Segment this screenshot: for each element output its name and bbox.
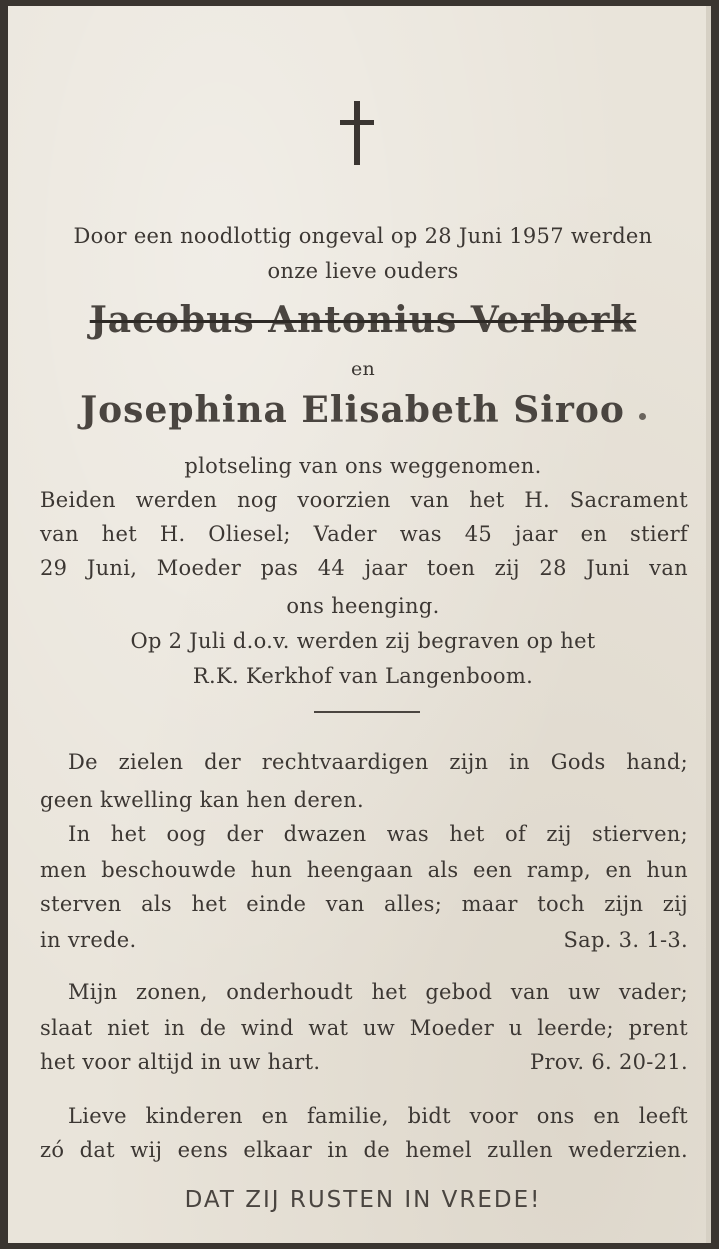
closing-line-2: zó dat wij eens elkaar in de hemel zullen wederzien.: [40, 1138, 688, 1162]
cross-icon: [340, 101, 374, 165]
verse1-line-2: geen kwelling kan hen deren.: [40, 788, 364, 812]
verse2-reference: Prov. 6. 20-21.: [530, 1050, 688, 1074]
bio-line-2: Beiden werden nog voorzien van het H. Sacrament: [40, 488, 688, 512]
verse1-last: in vrede.: [40, 928, 137, 952]
final-blessing: DAT ZIJ RUSTEN IN VREDE!: [184, 1187, 542, 1213]
mother-name-row: [38, 386, 688, 439]
bio-line-3: van het H. Oliesel; Vader was 45 jaar en stierf: [40, 522, 688, 546]
verse1-line-4: men beschouwde hun heengaan als een ramp, en hun: [40, 858, 688, 882]
bio-line-5: ons heenging.: [286, 594, 440, 618]
verse2-line-1: Mijn zonen, onderhoudt het gebod van uw vader;: [68, 980, 688, 1004]
closing-line-1: Lieve kinderen en familie, bidt voor ons en leeft: [68, 1104, 688, 1128]
bio-line-7: R.K. Kerkhof van Langenboom.: [192, 664, 534, 688]
verse1-line-5: sterven als het einde van alles; maar toch zijn zij: [40, 892, 688, 916]
conjunction: en: [350, 358, 376, 380]
verse1-reference: Sap. 3. 1-3.: [563, 928, 688, 952]
verse1-line-1: De zielen der rechtvaardigen zijn in Gods hand;: [68, 750, 688, 774]
bio-line-1: plotseling van ons weggenomen.: [184, 454, 542, 478]
verse2-last: het voor altijd in uw hart.: [40, 1050, 321, 1074]
card-edge: [706, 6, 711, 1243]
verse1-line-6: [40, 926, 688, 954]
bio-line-4: 29 Juni, Moeder pas 44 jaar toen zij 28 Juni van: [40, 556, 688, 580]
intro-line-2: onze lieve ouders: [267, 259, 459, 283]
memorial-card: [8, 6, 711, 1243]
father-name: Jacobus Antonius Verberk: [89, 299, 637, 341]
verse2-line-2: slaat niet in de wind wat uw Moeder u leerde; prent: [40, 1016, 688, 1040]
divider: [314, 711, 420, 713]
dot-mark: [639, 413, 646, 420]
verse2-line-3: [40, 1048, 688, 1076]
bio-line-6: Op 2 Juli d.o.v. werden zij begraven op het: [130, 629, 596, 653]
mother-name: Josephina Elisabeth Siroo: [80, 389, 625, 431]
verse1-line-3: In het oog der dwazen was het of zij stierven;: [68, 822, 688, 846]
intro-line-1: Door een noodlottig ongeval op 28 Juni 1957 werden: [73, 224, 653, 248]
